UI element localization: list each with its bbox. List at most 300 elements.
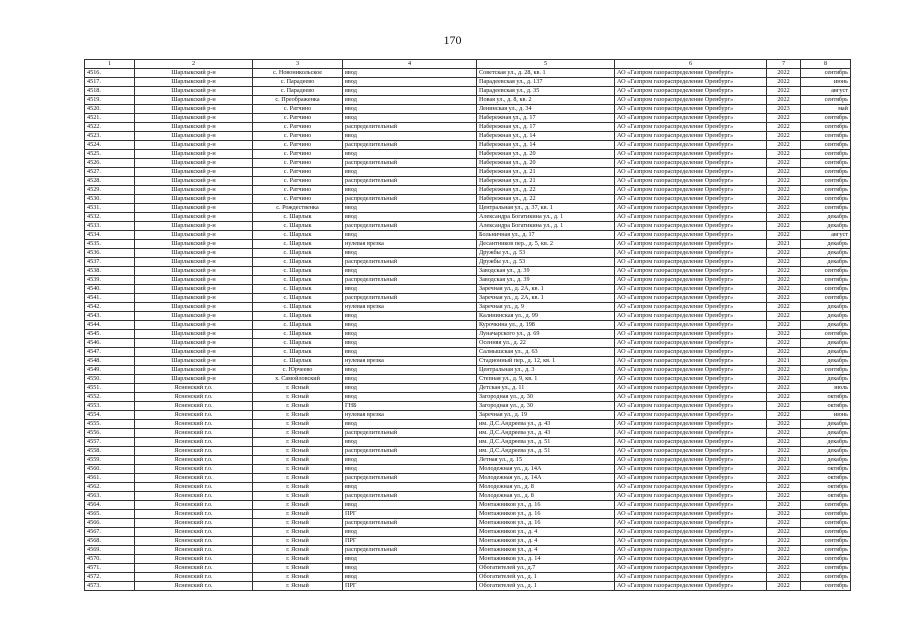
locality-cell: г. Ясный <box>253 573 343 582</box>
district-cell: Шарлыкский р-н <box>135 96 253 105</box>
organization-cell: АО «Газпром газораспределение Оренбург» <box>615 465 767 474</box>
district-cell: Шарлыкский р-н <box>135 177 253 186</box>
table-row <box>85 285 851 294</box>
table-row <box>85 312 851 321</box>
table-row <box>85 258 851 267</box>
organization-cell: АО «Газпром газораспределение Оренбург» <box>615 141 767 150</box>
table-row <box>85 438 851 447</box>
row-number-cell: 4525. <box>85 150 135 159</box>
district-cell: Ясненский г.о. <box>135 420 253 429</box>
locality-cell: г. Ясный <box>253 510 343 519</box>
table-row <box>85 447 851 456</box>
month-cell: сентябрь <box>801 564 851 573</box>
work-type-cell: ввод <box>343 573 477 582</box>
address-cell: Обогатителей ул., д. 1 <box>477 573 615 582</box>
locality-cell: с. Шарлык <box>253 213 343 222</box>
row-number-cell: 4521. <box>85 114 135 123</box>
organization-cell: АО «Газпром газораспределение Оренбург» <box>615 429 767 438</box>
organization-cell: АО «Газпром газораспределение Оренбург» <box>615 114 767 123</box>
table-row <box>85 249 851 258</box>
address-cell: Калининская ул., д. 99 <box>477 312 615 321</box>
year-cell: 2022 <box>767 438 801 447</box>
month-cell: декабрь <box>801 240 851 249</box>
table-row <box>85 87 851 96</box>
address-cell: Заречная ул., д. 19 <box>477 411 615 420</box>
organization-cell: АО «Газпром газораспределение Оренбург» <box>615 69 767 78</box>
address-cell: Дружбы ул., д. 53 <box>477 249 615 258</box>
year-cell: 2022 <box>767 402 801 411</box>
year-cell: 2021 <box>767 357 801 366</box>
work-type-cell: ввод <box>343 564 477 573</box>
district-cell: Шарлыкский р-н <box>135 285 253 294</box>
month-cell: декабрь <box>801 222 851 231</box>
year-cell: 2022 <box>767 420 801 429</box>
address-cell: Монтажников ул., д. 16 <box>477 519 615 528</box>
row-number-cell: 4565. <box>85 510 135 519</box>
table-row <box>85 537 851 546</box>
district-cell: Шарлыкский р-н <box>135 276 253 285</box>
address-cell: Курочкина ул., д. 198 <box>477 321 615 330</box>
row-number-cell: 4567. <box>85 528 135 537</box>
year-cell: 2022 <box>767 285 801 294</box>
row-number-cell: 4547. <box>85 348 135 357</box>
locality-cell: с. Шарлык <box>253 285 343 294</box>
work-type-cell: ПРГ <box>343 510 477 519</box>
address-cell: Осенняя ул., д. 22 <box>477 339 615 348</box>
row-number-cell: 4552. <box>85 393 135 402</box>
table-row <box>85 528 851 537</box>
row-number-cell: 4527. <box>85 168 135 177</box>
work-type-cell: ввод <box>343 375 477 384</box>
organization-cell: АО «Газпром газораспределение Оренбург» <box>615 420 767 429</box>
address-cell: Монтажников ул., д. 4 <box>477 528 615 537</box>
locality-cell: с. Шарлык <box>253 240 343 249</box>
address-cell: Загородная ул., д. 30 <box>477 393 615 402</box>
locality-cell: с. Ратчино <box>253 114 343 123</box>
year-cell: 2022 <box>767 123 801 132</box>
work-type-cell: распределительный <box>343 294 477 303</box>
organization-cell: АО «Газпром газораспределение Оренбург» <box>615 258 767 267</box>
year-cell: 2022 <box>767 312 801 321</box>
district-cell: Ясненский г.о. <box>135 384 253 393</box>
row-number-cell: 4536. <box>85 249 135 258</box>
organization-cell: АО «Газпром газораспределение Оренбург» <box>615 231 767 240</box>
district-cell: Шарлыкский р-н <box>135 150 253 159</box>
year-cell: 2022 <box>767 78 801 87</box>
district-cell: Шарлыкский р-н <box>135 69 253 78</box>
district-cell: Шарлыкский р-н <box>135 294 253 303</box>
row-number-cell: 4541. <box>85 294 135 303</box>
year-cell: 2022 <box>767 276 801 285</box>
organization-cell: АО «Газпром газораспределение Оренбург» <box>615 528 767 537</box>
table-row <box>85 501 851 510</box>
address-cell: Ленинская ул., д. 34 <box>477 105 615 114</box>
organization-cell: АО «Газпром газораспределение Оренбург» <box>615 150 767 159</box>
work-type-cell: распределительный <box>343 141 477 150</box>
month-cell: сентябрь <box>801 573 851 582</box>
month-cell: сентябрь <box>801 150 851 159</box>
address-cell: им. Д.С.Андреева ул., д. 51 <box>477 438 615 447</box>
month-cell: октябрь <box>801 492 851 501</box>
locality-cell: г. Ясный <box>253 411 343 420</box>
row-number-cell: 4532. <box>85 213 135 222</box>
organization-cell: АО «Газпром газораспределение Оренбург» <box>615 195 767 204</box>
work-type-cell: распределительный <box>343 276 477 285</box>
work-type-cell: ввод <box>343 132 477 141</box>
year-cell: 2022 <box>767 222 801 231</box>
organization-cell: АО «Газпром газораспределение Оренбург» <box>615 456 767 465</box>
work-type-cell: распределительный <box>343 177 477 186</box>
year-cell: 2022 <box>767 204 801 213</box>
locality-cell: г. Ясный <box>253 483 343 492</box>
row-number-cell: 4539. <box>85 276 135 285</box>
row-number-cell: 4569. <box>85 546 135 555</box>
year-cell: 2023 <box>767 105 801 114</box>
organization-cell: АО «Газпром газораспределение Оренбург» <box>615 330 767 339</box>
address-cell: Парадеевская ул., д. 137 <box>477 78 615 87</box>
address-cell: Салмышская ул., д. 63 <box>477 348 615 357</box>
month-cell: июнь <box>801 411 851 420</box>
address-cell: Набережная ул., д. 22 <box>477 195 615 204</box>
row-number-cell: 4555. <box>85 420 135 429</box>
address-cell: Монтажников ул., д. 16 <box>477 510 615 519</box>
address-cell: Обогатителей ул., д.7 <box>477 564 615 573</box>
address-cell: Заводская ул., д. 39 <box>477 267 615 276</box>
year-cell: 2022 <box>767 141 801 150</box>
organization-cell: АО «Газпром газораспределение Оренбург» <box>615 546 767 555</box>
organization-cell: АО «Газпром газораспределение Оренбург» <box>615 375 767 384</box>
address-cell: им. Д.С.Андреева ул., д. 43 <box>477 429 615 438</box>
district-cell: Ясненский г.о. <box>135 474 253 483</box>
table-row <box>85 141 851 150</box>
organization-cell: АО «Газпром газораспределение Оренбург» <box>615 294 767 303</box>
row-number-cell: 4568. <box>85 537 135 546</box>
month-cell: сентябрь <box>801 276 851 285</box>
address-cell: Заречная ул., д. 2А, кв. 1 <box>477 294 615 303</box>
work-type-cell: ввод <box>343 213 477 222</box>
row-number-cell: 4553. <box>85 402 135 411</box>
row-number-cell: 4519. <box>85 96 135 105</box>
address-cell: им. Д.С.Андреева ул., д. 51 <box>477 447 615 456</box>
year-cell: 2022 <box>767 546 801 555</box>
locality-cell: г. Ясный <box>253 474 343 483</box>
row-number-cell: 4517. <box>85 78 135 87</box>
address-cell: Набережная ул., д. 20 <box>477 159 615 168</box>
district-cell: Шарлыкский р-н <box>135 330 253 339</box>
locality-cell: с. Ратчино <box>253 105 343 114</box>
table-row <box>85 267 851 276</box>
column-header: 3 <box>253 60 343 69</box>
work-type-cell: ввод <box>343 96 477 105</box>
address-cell: Центральная ул., д. 37, кв. 1 <box>477 204 615 213</box>
month-cell: сентябрь <box>801 519 851 528</box>
table-row <box>85 555 851 564</box>
organization-cell: АО «Газпром газораспределение Оренбург» <box>615 384 767 393</box>
year-cell: 2022 <box>767 69 801 78</box>
organization-cell: АО «Газпром газораспределение Оренбург» <box>615 96 767 105</box>
district-cell: Шарлыкский р-н <box>135 267 253 276</box>
district-cell: Ясненский г.о. <box>135 492 253 501</box>
locality-cell: г. Ясный <box>253 402 343 411</box>
district-cell: Ясненский г.о. <box>135 537 253 546</box>
month-cell: октябрь <box>801 402 851 411</box>
month-cell: декабрь <box>801 312 851 321</box>
month-cell: сентябрь <box>801 177 851 186</box>
row-number-cell: 4520. <box>85 105 135 114</box>
work-type-cell: ввод <box>343 330 477 339</box>
table-row <box>85 375 851 384</box>
work-type-cell: ввод <box>343 114 477 123</box>
organization-cell: АО «Газпром газораспределение Оренбург» <box>615 87 767 96</box>
address-cell: Молодежная ул., д. 14А <box>477 474 615 483</box>
month-cell: декабрь <box>801 213 851 222</box>
table-row <box>85 564 851 573</box>
month-cell: декабрь <box>801 303 851 312</box>
year-cell: 2022 <box>767 195 801 204</box>
row-number-cell: 4551. <box>85 384 135 393</box>
table-row <box>85 159 851 168</box>
table-row <box>85 195 851 204</box>
address-cell: Молодежная ул., д. 8 <box>477 492 615 501</box>
district-cell: Шарлыкский р-н <box>135 303 253 312</box>
locality-cell: с. Ратчино <box>253 132 343 141</box>
work-type-cell: распределительный <box>343 546 477 555</box>
month-cell: сентябрь <box>801 546 851 555</box>
column-header: 6 <box>615 60 767 69</box>
organization-cell: АО «Газпром газораспределение Оренбург» <box>615 105 767 114</box>
row-number-cell: 4530. <box>85 195 135 204</box>
district-cell: Шарлыкский р-н <box>135 366 253 375</box>
row-number-cell: 4564. <box>85 501 135 510</box>
locality-cell: с. Парадеево <box>253 87 343 96</box>
work-type-cell: распределительный <box>343 159 477 168</box>
organization-cell: АО «Газпром газораспределение Оренбург» <box>615 276 767 285</box>
address-cell: Молодежная ул., д. 14А <box>477 465 615 474</box>
work-type-cell: нулевая врезка <box>343 303 477 312</box>
organization-cell: АО «Газпром газораспределение Оренбург» <box>615 222 767 231</box>
address-cell: Обогатителей ул., д. 1 <box>477 582 615 591</box>
table-row <box>85 519 851 528</box>
address-cell: Новая ул., д. 8, кв. 2 <box>477 96 615 105</box>
row-number-cell: 4522. <box>85 123 135 132</box>
organization-cell: АО «Газпром газораспределение Оренбург» <box>615 213 767 222</box>
district-cell: Шарлыкский р-н <box>135 258 253 267</box>
year-cell: 2022 <box>767 537 801 546</box>
table-row <box>85 366 851 375</box>
month-cell: август <box>801 231 851 240</box>
month-cell: декабрь <box>801 348 851 357</box>
year-cell: 2022 <box>767 528 801 537</box>
year-cell: 2022 <box>767 87 801 96</box>
month-cell: сентябрь <box>801 186 851 195</box>
year-cell: 2022 <box>767 132 801 141</box>
locality-cell: г. Ясный <box>253 519 343 528</box>
work-type-cell: ввод <box>343 456 477 465</box>
table-row <box>85 330 851 339</box>
year-cell: 2022 <box>767 501 801 510</box>
organization-cell: АО «Газпром газораспределение Оренбург» <box>615 78 767 87</box>
gas-connection-table <box>84 59 851 591</box>
locality-cell: х. Самойловский <box>253 375 343 384</box>
table-row <box>85 492 851 501</box>
row-number-cell: 4531. <box>85 204 135 213</box>
table-row <box>85 204 851 213</box>
table-row <box>85 429 851 438</box>
month-cell: сентябрь <box>801 168 851 177</box>
year-cell: 2022 <box>767 258 801 267</box>
organization-cell: АО «Газпром газораспределение Оренбург» <box>615 501 767 510</box>
locality-cell: с. Ратчино <box>253 186 343 195</box>
table-row <box>85 357 851 366</box>
work-type-cell: ПРГ <box>343 582 477 591</box>
column-header: 5 <box>477 60 615 69</box>
district-cell: Шарлыкский р-н <box>135 357 253 366</box>
organization-cell: АО «Газпром газораспределение Оренбург» <box>615 366 767 375</box>
address-cell: Заречная ул., д. 2А, кв. 1 <box>477 285 615 294</box>
organization-cell: АО «Газпром газораспределение Оренбург» <box>615 402 767 411</box>
year-cell: 2022 <box>767 555 801 564</box>
work-type-cell: ввод <box>343 285 477 294</box>
organization-cell: АО «Газпром газораспределение Оренбург» <box>615 249 767 258</box>
month-cell: сентябрь <box>801 528 851 537</box>
address-cell: Монтажников ул., д. 4 <box>477 546 615 555</box>
year-cell: 2021 <box>767 456 801 465</box>
district-cell: Шарлыкский р-н <box>135 348 253 357</box>
address-cell: Заречная ул., д. 9 <box>477 303 615 312</box>
organization-cell: АО «Газпром газораспределение Оренбург» <box>615 564 767 573</box>
row-number-cell: 4558. <box>85 447 135 456</box>
district-cell: Ясненский г.о. <box>135 393 253 402</box>
organization-cell: АО «Газпром газораспределение Оренбург» <box>615 267 767 276</box>
row-number-cell: 4573. <box>85 582 135 591</box>
month-cell: декабрь <box>801 375 851 384</box>
locality-cell: с. Шарлык <box>253 339 343 348</box>
row-number-cell: 4537. <box>85 258 135 267</box>
table-row <box>85 348 851 357</box>
table-row <box>85 456 851 465</box>
district-cell: Шарлыкский р-н <box>135 240 253 249</box>
district-cell: Шарлыкский р-н <box>135 87 253 96</box>
row-number-cell: 4518. <box>85 87 135 96</box>
table-row <box>85 222 851 231</box>
address-cell: Летная ул., д. 15 <box>477 456 615 465</box>
table-row <box>85 546 851 555</box>
year-cell: 2022 <box>767 186 801 195</box>
year-cell: 2022 <box>767 582 801 591</box>
row-number-cell: 4533. <box>85 222 135 231</box>
organization-cell: АО «Газпром газораспределение Оренбург» <box>615 393 767 402</box>
locality-cell: с. Ратчино <box>253 177 343 186</box>
year-cell: 2022 <box>767 393 801 402</box>
address-cell: Степная ул., д. 9, кв. 1 <box>477 375 615 384</box>
month-cell: май <box>801 105 851 114</box>
organization-cell: АО «Газпром газораспределение Оренбург» <box>615 159 767 168</box>
year-cell: 2022 <box>767 249 801 258</box>
locality-cell: г. Ясный <box>253 429 343 438</box>
work-type-cell: ввод <box>343 78 477 87</box>
work-type-cell: ввод <box>343 312 477 321</box>
organization-cell: АО «Газпром газораспределение Оренбург» <box>615 132 767 141</box>
organization-cell: АО «Газпром газораспределение Оренбург» <box>615 321 767 330</box>
row-number-cell: 4566. <box>85 519 135 528</box>
address-cell: Набережная ул., д. 17 <box>477 114 615 123</box>
year-cell: 2022 <box>767 321 801 330</box>
locality-cell: г. Ясный <box>253 528 343 537</box>
row-number-cell: 4546. <box>85 339 135 348</box>
district-cell: Ясненский г.о. <box>135 429 253 438</box>
locality-cell: с. Шарлык <box>253 294 343 303</box>
locality-cell: с. Шарлык <box>253 303 343 312</box>
work-type-cell: ввод <box>343 105 477 114</box>
page-number: 170 <box>443 33 462 47</box>
locality-cell: г. Ясный <box>253 555 343 564</box>
district-cell: Шарлыкский р-н <box>135 123 253 132</box>
row-number-cell: 4571. <box>85 564 135 573</box>
locality-cell: с. Шарлык <box>253 321 343 330</box>
table-row <box>85 411 851 420</box>
organization-cell: АО «Газпром газораспределение Оренбург» <box>615 357 767 366</box>
column-header: 2 <box>135 60 253 69</box>
locality-cell: с. Шарлык <box>253 312 343 321</box>
organization-cell: АО «Газпром газораспределение Оренбург» <box>615 312 767 321</box>
address-cell: Загородная ул., д. 30 <box>477 402 615 411</box>
district-cell: Ясненский г.о. <box>135 546 253 555</box>
district-cell: Ясненский г.о. <box>135 411 253 420</box>
year-cell: 2022 <box>767 411 801 420</box>
address-cell: Стадионный пер., д. 12, кв. 1 <box>477 357 615 366</box>
month-cell: август <box>801 87 851 96</box>
locality-cell: с. Шарлык <box>253 249 343 258</box>
organization-cell: АО «Газпром газораспределение Оренбург» <box>615 474 767 483</box>
locality-cell: г. Ясный <box>253 582 343 591</box>
table-row <box>85 483 851 492</box>
year-cell: 2022 <box>767 159 801 168</box>
year-cell: 2022 <box>767 168 801 177</box>
address-cell: Монтажников ул., д. 16 <box>477 501 615 510</box>
row-number-cell: 4562. <box>85 483 135 492</box>
year-cell: 2022 <box>767 114 801 123</box>
row-number-cell: 4560. <box>85 465 135 474</box>
work-type-cell: распределительный <box>343 474 477 483</box>
month-cell: июль <box>801 384 851 393</box>
year-cell: 2022 <box>767 429 801 438</box>
district-cell: Ясненский г.о. <box>135 555 253 564</box>
address-cell: Луначарского ул., д. 69 <box>477 330 615 339</box>
address-cell: Дружбы ул., д. 53 <box>477 258 615 267</box>
table-row <box>85 114 851 123</box>
organization-cell: АО «Газпром газораспределение Оренбург» <box>615 186 767 195</box>
month-cell: сентябрь <box>801 366 851 375</box>
district-cell: Шарлыкский р-н <box>135 213 253 222</box>
table-row <box>85 339 851 348</box>
year-cell: 2022 <box>767 339 801 348</box>
district-cell: Шарлыкский р-н <box>135 312 253 321</box>
work-type-cell: распределительный <box>343 429 477 438</box>
month-cell: октябрь <box>801 483 851 492</box>
work-type-cell: ввод <box>343 483 477 492</box>
district-cell: Шарлыкский р-н <box>135 321 253 330</box>
organization-cell: АО «Газпром газораспределение Оренбург» <box>615 339 767 348</box>
month-cell: сентябрь <box>801 285 851 294</box>
work-type-cell: ввод <box>343 87 477 96</box>
district-cell: Ясненский г.о. <box>135 456 253 465</box>
work-type-cell: распределительный <box>343 123 477 132</box>
year-cell: 2022 <box>767 303 801 312</box>
month-cell: декабрь <box>801 339 851 348</box>
organization-cell: АО «Газпром газораспределение Оренбург» <box>615 411 767 420</box>
locality-cell: с. Шарлык <box>253 222 343 231</box>
address-cell: им. Д.С.Андреева ул., д. 43 <box>477 420 615 429</box>
